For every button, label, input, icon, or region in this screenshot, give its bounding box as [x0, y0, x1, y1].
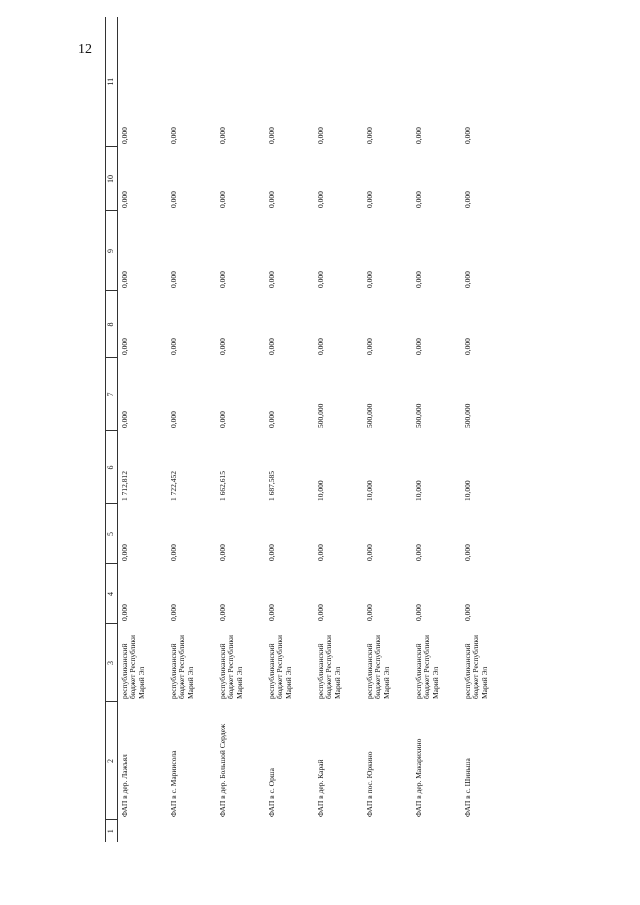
col-header-11: 11 [106, 17, 118, 147]
cell-col5: 0,000 [120, 544, 129, 561]
col-header-4: 4 [106, 564, 118, 624]
col-header-6: 6 [106, 431, 118, 504]
cell-funding-source: республиканский бюджет Республики Марий Эл [267, 634, 293, 699]
cell-col5: 0,000 [463, 544, 472, 561]
cell-col9: 0,000 [414, 271, 423, 288]
cell-facility-name: ФАП в дер. Лажъял [120, 754, 129, 817]
cell-col11: 0,000 [365, 127, 374, 144]
cell-funding-source: республиканский бюджет Республики Марий Эл [169, 634, 195, 699]
cell-col6: 10,000 [316, 480, 325, 501]
cell-col9: 0,000 [218, 271, 227, 288]
table-row [365, 17, 414, 842]
cell-col10: 0,000 [414, 191, 423, 208]
cell-col8: 0,000 [218, 338, 227, 355]
col-header-8: 8 [106, 291, 118, 358]
cell-facility-name: ФАП в дер. Карай [316, 759, 325, 817]
cell-col1 [218, 820, 267, 842]
cell-col11: 0,000 [414, 127, 423, 144]
cell-col10: 0,000 [120, 191, 129, 208]
cell-funding-source: республиканский бюджет Республики Марий Эл [365, 634, 391, 699]
cell-col1 [414, 820, 463, 842]
cell-facility-name: ФАП в с. Шиньша [463, 758, 472, 817]
cell-col10: 0,000 [169, 191, 178, 208]
cell-funding-source: республиканский бюджет Республики Марий Эл [414, 634, 440, 699]
cell-col4: 0,000 [120, 604, 129, 621]
cell-facility-name: ФАП в с. Орша [267, 768, 276, 817]
cell-col9: 0,000 [267, 271, 276, 288]
table-row [414, 17, 463, 842]
col-header-10: 10 [106, 147, 118, 211]
cell-col5: 0,000 [365, 544, 374, 561]
cell-col10: 0,000 [316, 191, 325, 208]
cell-col11: 0,000 [120, 127, 129, 144]
cell-col11: 0,000 [267, 127, 276, 144]
cell-col9: 0,000 [316, 271, 325, 288]
cell-col6: 10,000 [414, 480, 423, 501]
table-row [169, 17, 218, 842]
cell-col8: 0,000 [316, 338, 325, 355]
cell-funding-source: республиканский бюджет Республики Марий Эл [316, 634, 342, 699]
cell-col11: 0,000 [169, 127, 178, 144]
cell-funding-source: республиканский бюджет Республики Марий Эл [463, 634, 489, 699]
cell-col11: 0,000 [218, 127, 227, 144]
cell-col6: 10,000 [365, 480, 374, 501]
cell-col10: 0,000 [365, 191, 374, 208]
cell-col4: 0,000 [169, 604, 178, 621]
table-body [118, 17, 513, 842]
cell-col7: 500,000 [365, 403, 374, 428]
cell-col10: 0,000 [463, 191, 472, 208]
budget-table [105, 17, 512, 842]
cell-col1 [169, 820, 218, 842]
cell-col8: 0,000 [169, 338, 178, 355]
cell-col5: 0,000 [218, 544, 227, 561]
table-row [218, 17, 267, 842]
cell-col9: 0,000 [120, 271, 129, 288]
cell-facility-name: ФАП в с. Мариисола [169, 750, 178, 817]
cell-col10: 0,000 [218, 191, 227, 208]
cell-col10: 0,000 [267, 191, 276, 208]
cell-col1 [463, 820, 512, 842]
page-number: 12 [78, 42, 92, 57]
cell-col5: 0,000 [169, 544, 178, 561]
cell-col6: 1 687,585 [267, 471, 276, 501]
table-row [118, 17, 170, 842]
cell-col8: 0,000 [365, 338, 374, 355]
cell-col4: 0,000 [267, 604, 276, 621]
cell-col9: 0,000 [365, 271, 374, 288]
cell-col4: 0,000 [414, 604, 423, 621]
cell-col7: 0,000 [267, 411, 276, 428]
table-row [316, 17, 365, 842]
cell-col7: 500,000 [414, 403, 423, 428]
col-header-2: 2 [106, 702, 118, 820]
cell-col4: 0,000 [218, 604, 227, 621]
cell-facility-name: ФАП в дер. Большой Сердеж [218, 723, 227, 817]
cell-col1 [365, 820, 414, 842]
col-header-9: 9 [106, 211, 118, 291]
rotated-table-container [105, 37, 535, 842]
table-row [463, 17, 512, 842]
cell-facility-name: ФАП в пос. Юркино [365, 751, 374, 817]
cell-funding-source: республиканский бюджет Республики Марий Эл [120, 634, 146, 699]
cell-col7: 500,000 [316, 403, 325, 428]
cell-funding-source: республиканский бюджет Республики Марий Эл [218, 634, 244, 699]
cell-col4: 0,000 [365, 604, 374, 621]
cell-col8: 0,000 [414, 338, 423, 355]
cell-col6: 10,000 [463, 480, 472, 501]
cell-col4: 0,000 [463, 604, 472, 621]
col-header-1: 1 [106, 820, 118, 842]
cell-col11: 0,000 [463, 127, 472, 144]
cell-facility-name: ФАП в дер. Макарихино [414, 738, 423, 817]
cell-col7: 0,000 [218, 411, 227, 428]
cell-col1 [118, 820, 170, 842]
col-header-7: 7 [106, 358, 118, 431]
cell-col6: 1 722,452 [169, 471, 178, 501]
cell-col7: 500,000 [463, 403, 472, 428]
cell-col8: 0,000 [120, 338, 129, 355]
cell-col11: 0,000 [316, 127, 325, 144]
cell-col8: 0,000 [267, 338, 276, 355]
cell-col5: 0,000 [316, 544, 325, 561]
cell-col6: 1 662,615 [218, 471, 227, 501]
cell-col9: 0,000 [463, 271, 472, 288]
col-header-3: 3 [106, 624, 118, 702]
col-header-5: 5 [106, 504, 118, 564]
table-header-row [106, 17, 118, 842]
cell-col5: 0,000 [267, 544, 276, 561]
cell-col1 [316, 820, 365, 842]
cell-col8: 0,000 [463, 338, 472, 355]
cell-col5: 0,000 [414, 544, 423, 561]
cell-col9: 0,000 [169, 271, 178, 288]
cell-col4: 0,000 [316, 604, 325, 621]
cell-col7: 0,000 [120, 411, 129, 428]
cell-col7: 0,000 [169, 411, 178, 428]
cell-col6: 1 712,812 [120, 471, 129, 501]
cell-col1 [267, 820, 316, 842]
table-row [267, 17, 316, 842]
